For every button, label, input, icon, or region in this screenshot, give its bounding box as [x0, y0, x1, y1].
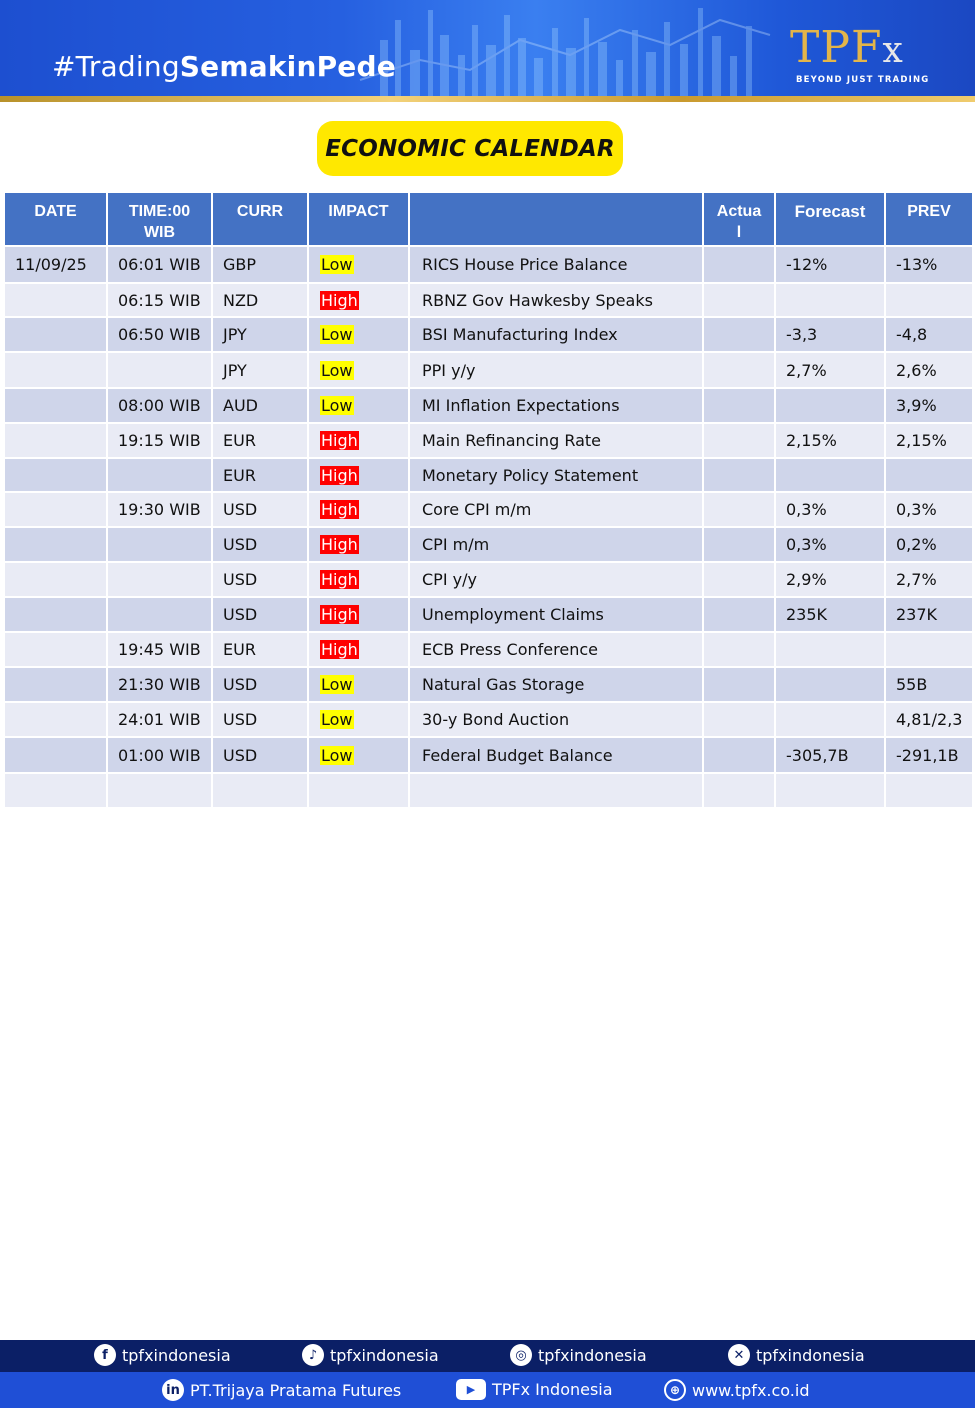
- cell-actual: [703, 562, 775, 597]
- impact-badge: Low: [321, 360, 353, 380]
- cell-actual: [703, 527, 775, 562]
- cell-time: 21:30 WIB: [107, 667, 212, 702]
- cell-event: RICS House Price Balance: [409, 246, 703, 283]
- x-icon: ✕: [728, 1344, 750, 1366]
- table-row: [4, 667, 973, 702]
- cell-date: [4, 737, 107, 773]
- cell-time: 24:01 WIB: [107, 702, 212, 737]
- page-title: [317, 121, 623, 176]
- col-prev: PREV: [885, 192, 973, 246]
- cell-event: 30-y Bond Auction: [409, 702, 703, 737]
- cell-actual: [703, 492, 775, 527]
- cell-forecast: [775, 388, 885, 423]
- cell-prev: 2,7%: [885, 562, 973, 597]
- cell-time: 01:00 WIB: [107, 737, 212, 773]
- cell-event: BSI Manufacturing Index: [409, 317, 703, 352]
- table-row: [4, 317, 973, 352]
- cell-date: [4, 492, 107, 527]
- cell-impact: [308, 632, 409, 667]
- cell-curr: EUR: [212, 458, 308, 492]
- cell-actual: [703, 388, 775, 423]
- hashtag-light: #Trading: [52, 50, 180, 83]
- table-row: [4, 423, 973, 458]
- cell-actual: [703, 667, 775, 702]
- cell-date: [4, 773, 107, 808]
- cell-event: ECB Press Conference: [409, 632, 703, 667]
- cell-impact: [308, 667, 409, 702]
- table-row: [4, 632, 973, 667]
- cell-prev: 3,9%: [885, 388, 973, 423]
- cell-impact: [308, 246, 409, 283]
- impact-badge: High: [321, 640, 358, 659]
- cell-actual: [703, 458, 775, 492]
- impact-badge: Low: [321, 710, 353, 729]
- cell-curr: GBP: [212, 246, 308, 283]
- cell-time: 19:45 WIB: [107, 632, 212, 667]
- cell-forecast: 0,3%: [775, 492, 885, 527]
- cell-event: Main Refinancing Rate: [409, 423, 703, 458]
- cell-prev: 4,81/2,3: [885, 702, 973, 737]
- impact-badge: High: [321, 431, 358, 450]
- cell-event: Monetary Policy Statement: [409, 458, 703, 492]
- cell-forecast: 0,3%: [775, 527, 885, 562]
- table-row: [4, 283, 973, 317]
- youtube-icon: ▶: [456, 1379, 486, 1400]
- cell-curr: EUR: [212, 423, 308, 458]
- website-link[interactable]: ⊕ www.tpfx.co.id: [664, 1379, 809, 1401]
- col-curr: CURR: [212, 192, 308, 246]
- col-impact: IMPACT: [308, 192, 409, 246]
- impact-badge: Low: [321, 325, 353, 344]
- cell-curr: USD: [212, 667, 308, 702]
- table-row: [4, 246, 973, 283]
- cell-time: 06:01 WIB: [107, 246, 212, 283]
- cell-event: CPI m/m: [409, 527, 703, 562]
- col-actual: Actua l: [703, 192, 775, 246]
- cell-event: Unemployment Claims: [409, 597, 703, 632]
- cell-event: Natural Gas Storage: [409, 667, 703, 702]
- x-link[interactable]: ✕ tpfxindonesia: [728, 1344, 865, 1366]
- cell-impact: [308, 773, 409, 808]
- cell-forecast: 2,9%: [775, 562, 885, 597]
- cell-date: 11/09/25: [4, 246, 107, 283]
- cell-curr: AUD: [212, 388, 308, 423]
- cell-date: [4, 283, 107, 317]
- cell-event: CPI y/y: [409, 562, 703, 597]
- tpfx-logo: [790, 22, 940, 86]
- cell-date: [4, 423, 107, 458]
- table-body: [4, 246, 973, 808]
- cell-curr: EUR: [212, 632, 308, 667]
- cell-forecast: [775, 283, 885, 317]
- cell-time: 19:15 WIB: [107, 423, 212, 458]
- table-row: [4, 737, 973, 773]
- col-forecast: Forecast: [775, 192, 885, 246]
- cell-impact: [308, 352, 409, 388]
- cell-prev: [885, 283, 973, 317]
- cell-prev: [885, 632, 973, 667]
- cell-actual: [703, 246, 775, 283]
- linkedin-link[interactable]: in PT.Trijaya Pratama Futures: [162, 1379, 401, 1401]
- impact-badge: Low: [321, 255, 353, 274]
- cell-prev: 237K: [885, 597, 973, 632]
- cell-date: [4, 458, 107, 492]
- cell-time: 06:50 WIB: [107, 317, 212, 352]
- cell-time: 08:00 WIB: [107, 388, 212, 423]
- impact-badge: High: [321, 605, 358, 624]
- cell-forecast: 2,15%: [775, 423, 885, 458]
- cell-date: [4, 562, 107, 597]
- cell-forecast: [775, 632, 885, 667]
- cell-impact: [308, 562, 409, 597]
- cell-impact: [308, 423, 409, 458]
- cell-curr: JPY: [212, 352, 308, 388]
- table-row: [4, 352, 973, 388]
- cell-forecast: [775, 667, 885, 702]
- table-row: [4, 773, 973, 808]
- table-row: [4, 492, 973, 527]
- cell-time: 06:15 WIB: [107, 283, 212, 317]
- cell-impact: [308, 597, 409, 632]
- cell-date: [4, 388, 107, 423]
- cell-actual: [703, 737, 775, 773]
- tiktok-icon: ♪: [302, 1344, 324, 1366]
- cell-curr: USD: [212, 737, 308, 773]
- cell-actual: [703, 773, 775, 808]
- impact-badge: High: [321, 290, 358, 310]
- cell-curr: NZD: [212, 283, 308, 317]
- col-event: [409, 192, 703, 246]
- cell-forecast: [775, 458, 885, 492]
- tiktok-link[interactable]: ♪ tpfxindonesia: [302, 1344, 439, 1366]
- cell-actual: [703, 702, 775, 737]
- cell-date: [4, 632, 107, 667]
- col-date: DATE: [4, 192, 107, 246]
- globe-icon: ⊕: [664, 1379, 686, 1401]
- youtube-link[interactable]: ▶ TPFx Indonesia: [456, 1379, 613, 1400]
- impact-badge: High: [321, 465, 358, 485]
- cell-prev: -4,8: [885, 317, 973, 352]
- page-title-text: ECONOMIC CALENDAR: [325, 135, 615, 162]
- cell-curr: JPY: [212, 317, 308, 352]
- cell-actual: [703, 423, 775, 458]
- header-banner: [0, 0, 975, 100]
- cell-forecast: [775, 773, 885, 808]
- cell-date: [4, 352, 107, 388]
- cell-event: MI Inflation Expectations: [409, 388, 703, 423]
- cell-impact: [308, 702, 409, 737]
- cell-actual: [703, 317, 775, 352]
- col-time: TIME:00 WIB: [107, 192, 212, 246]
- cell-actual: [703, 632, 775, 667]
- cell-forecast: 2,7%: [775, 352, 885, 388]
- economic-calendar-table: [3, 191, 974, 809]
- impact-badge: High: [321, 570, 358, 589]
- cell-time: [107, 773, 212, 808]
- cell-date: [4, 667, 107, 702]
- cell-forecast: -12%: [775, 246, 885, 283]
- cell-prev: 2,15%: [885, 423, 973, 458]
- cell-date: [4, 597, 107, 632]
- cell-prev: [885, 773, 973, 808]
- cell-prev: -291,1B: [885, 737, 973, 773]
- cell-prev: 0,2%: [885, 527, 973, 562]
- table-row: [4, 527, 973, 562]
- cell-event: PPI y/y: [409, 352, 703, 388]
- cell-prev: -13%: [885, 246, 973, 283]
- cell-actual: [703, 352, 775, 388]
- cell-impact: [308, 527, 409, 562]
- cell-actual: [703, 283, 775, 317]
- cell-actual: [703, 597, 775, 632]
- cell-event: Core CPI m/m: [409, 492, 703, 527]
- cell-curr: USD: [212, 702, 308, 737]
- cell-impact: [308, 492, 409, 527]
- cell-date: [4, 317, 107, 352]
- table-row: [4, 388, 973, 423]
- cell-impact: [308, 283, 409, 317]
- cell-event: [409, 773, 703, 808]
- cell-curr: USD: [212, 597, 308, 632]
- cell-prev: 2,6%: [885, 352, 973, 388]
- cell-prev: 55B: [885, 667, 973, 702]
- instagram-icon: ◎: [510, 1344, 532, 1366]
- cell-event: Federal Budget Balance: [409, 737, 703, 773]
- cell-forecast: -305,7B: [775, 737, 885, 773]
- cell-impact: [308, 317, 409, 352]
- table-row: [4, 562, 973, 597]
- footer-links-bar: [0, 1372, 975, 1408]
- cell-impact: [308, 737, 409, 773]
- impact-badge: High: [321, 500, 358, 519]
- impact-badge: Low: [321, 675, 353, 694]
- table-row: [4, 597, 973, 632]
- table-header-row: [4, 192, 973, 246]
- hashtag-bold: SemakinPede: [179, 50, 396, 83]
- cell-curr: USD: [212, 492, 308, 527]
- hashtag-slogan: [52, 50, 396, 83]
- logo-tagline: BEYOND JUST TRADING: [796, 75, 930, 85]
- cell-prev: 0,3%: [885, 492, 973, 527]
- cell-impact: [308, 458, 409, 492]
- impact-badge: Low: [321, 745, 353, 765]
- facebook-link[interactable]: f tpfxindonesia: [94, 1344, 231, 1366]
- cell-impact: [308, 388, 409, 423]
- impact-badge: Low: [321, 396, 353, 415]
- cell-time: [107, 458, 212, 492]
- cell-event: RBNZ Gov Hawkesby Speaks: [409, 283, 703, 317]
- cell-time: [107, 527, 212, 562]
- cell-prev: [885, 458, 973, 492]
- cell-time: [107, 597, 212, 632]
- facebook-icon: f: [94, 1344, 116, 1366]
- cell-date: [4, 527, 107, 562]
- gold-divider: [0, 96, 975, 102]
- table-row: [4, 702, 973, 737]
- cell-forecast: 235K: [775, 597, 885, 632]
- instagram-link[interactable]: ◎ tpfxindonesia: [510, 1344, 647, 1366]
- cell-time: [107, 562, 212, 597]
- impact-badge: High: [321, 535, 358, 554]
- cell-forecast: [775, 702, 885, 737]
- cell-time: [107, 352, 212, 388]
- cell-date: [4, 702, 107, 737]
- logo-wordmark: TPFx: [790, 22, 904, 73]
- footer-social-bar: [0, 1340, 975, 1372]
- linkedin-icon: in: [162, 1379, 184, 1401]
- table-row: [4, 458, 973, 492]
- cell-curr: USD: [212, 527, 308, 562]
- cell-forecast: -3,3: [775, 317, 885, 352]
- cell-curr: [212, 773, 308, 808]
- cell-curr: USD: [212, 562, 308, 597]
- cell-time: 19:30 WIB: [107, 492, 212, 527]
